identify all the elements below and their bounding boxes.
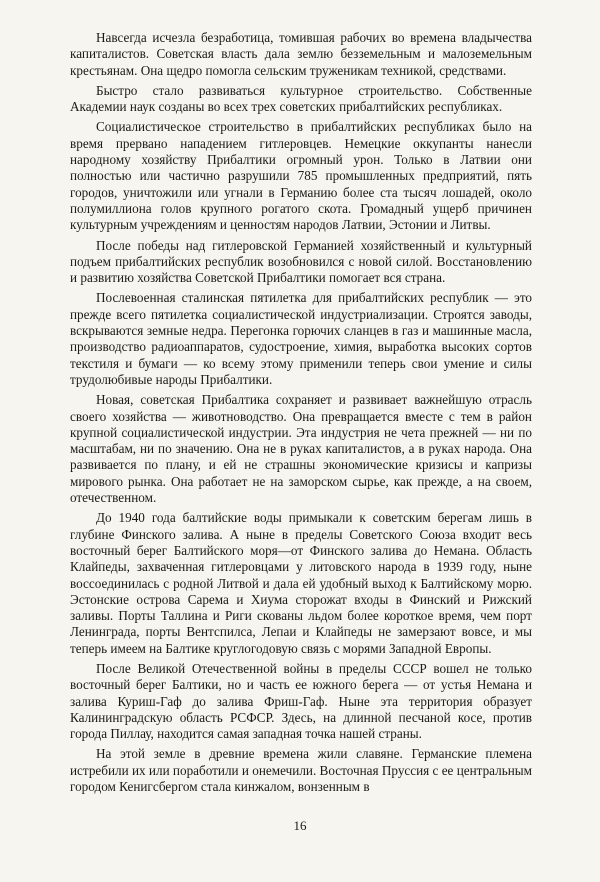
paragraph: Быстро стало развиваться культурное строительство. Собственные Академии наук созданы во всех трех советских прибалтийских республиках. — [70, 82, 532, 115]
body-text — [70, 30, 532, 795]
page-number: 16 — [293, 818, 307, 833]
paragraph: На этой земле в древние времена жили славяне. Германские племена истребили их или поработили и онемечили. Восточная Пруссия с ее центральным городом Кенигсбергом стала кинжалом, вонзенным в — [70, 746, 533, 795]
paragraph: Социалистическое строительство в прибалтийских республиках было на время прервано нападением гитлеровцев. Немецкие оккупанты нанесли народному хозяйству Прибалтики огромный урон. Только в Латвии они полностью или частично разрушили 785 промышленных предприятий, пять городов, уничтожили или угнали в Германию более ста тысяч лошадей, около полумиллиона голов крупного рогатого скота. Громадный ущерб причинен культурным учреждениям и ценностям народов Латвии, Эстонии и Литвы. — [70, 119, 532, 233]
paragraph: Новая, советская Прибалтика сохраняет и развивает важнейшую отрасль своего хозяйства — животноводство. Она превращается вместе с тем в район крупной социалистической индустрии. Эта индустрия не чета прежней — ни по масштабам, ни по значению. Она не в руках капиталистов, а в руках народа. Она развивается по плану, и ей не страшны экономические кризисы и капризы мирового рынка. Она работает не на заморском сырье, как прежде, а на своем, отечественном. — [70, 392, 532, 506]
paragraph: До 1940 года балтийские воды примыкали к советским берегам лишь в глубине Финского залива. А ныне в пределы Советского Союза входит весь восточный берег Балтийского моря—от Финского залива до Немана. Область Клайпеды, захваченная гитлеровцами у литовского народа в 1939 году, ныне воссоединилась с родной Литвой и дала ей удобный выход к Балтийскому морю. Эстонские острова Сарема и Хиума сторожат входы в Финский и Рижский заливы. Порты Таллина и Риги скованы льдом более короткое время, чем порт Ленинграда, порты Вентспилса, Лепаи и Клайпеды не замерзают вовсе, и мы теперь имеем на Балтике круглогодовую связь с морями Западной Европы. — [70, 510, 532, 656]
paragraph: После Великой Отечественной войны в пределы СССР вошел не только восточный берег Балтики, но и часть ее южного берега — от устья Немана и залива Куриш-Гаф до залива Фриш-Гаф. Ныне эта территория образует Калининградскую область РСФСР. Здесь, на длинной песчаной косе, против города Пиллау, находится самая западная точка нашей страны. — [70, 660, 532, 742]
paragraph: После победы над гитлеровской Германией хозяйственный и культурный подъем прибалтийских республик возобновился с новой силой. Восстановлению и развитию хозяйства Советской Прибалтики помогает вся страна. — [70, 237, 532, 286]
paragraph: Навсегда исчезла безработица, томившая рабочих во времена владычества капиталистов. Советская власть дала землю безземельным и малоземельным крестьянам. Она щедро помогла сельским труженикам техникой, средствами. — [70, 30, 532, 78]
paragraph: Послевоенная сталинская пятилетка для прибалтийских республик — это прежде всего пятилетка социалистической индустриализации. Строятся заводы, вскрываются земные недра. Перегонка горючих сланцев в газ и машинные масла, производство радиоаппаратов, судостроение, химия, выработка высоких сортов текстиля и бумаги — ко всему этому применили теперь свои умение и силы трудолюбивые народы Прибалтики. — [70, 290, 532, 387]
